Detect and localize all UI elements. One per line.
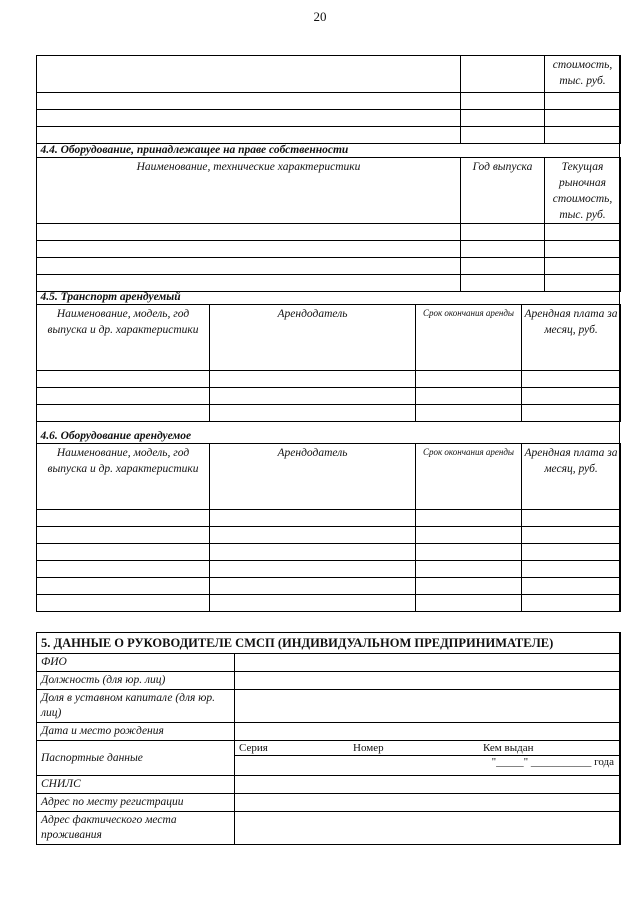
col-header-lessor: Арендодатель <box>210 444 416 510</box>
table-cell[interactable] <box>461 110 545 127</box>
label-reg-address: Адрес по месту регистрации <box>37 794 235 812</box>
col-header-rent: Арендная плата за месяц, руб. <box>522 444 621 510</box>
field-fio[interactable] <box>235 654 621 672</box>
table-cell[interactable] <box>210 371 416 388</box>
table-cell[interactable] <box>461 224 545 241</box>
table-cell[interactable] <box>37 388 210 405</box>
field-actual-address[interactable] <box>235 812 621 845</box>
table-cell[interactable] <box>545 224 621 241</box>
col-header-name: Наименование, технические характеристики <box>37 158 461 224</box>
table-cell[interactable] <box>37 258 461 275</box>
field-reg-address[interactable] <box>235 794 621 812</box>
table-cell[interactable] <box>37 510 210 527</box>
passport-series-label: Серия <box>239 742 268 754</box>
field-snils[interactable] <box>235 776 621 794</box>
label-actual-address: Адрес фактического места проживания <box>37 812 235 845</box>
field-position[interactable] <box>235 672 621 690</box>
table-cell[interactable] <box>416 405 522 422</box>
table-cell[interactable] <box>461 127 545 144</box>
table-cell[interactable] <box>416 544 522 561</box>
table-cell[interactable] <box>37 275 461 292</box>
field-share[interactable] <box>235 690 621 723</box>
table-cell[interactable] <box>522 544 621 561</box>
rented-transport-table <box>36 291 621 612</box>
table-cell[interactable] <box>210 405 416 422</box>
table-cell[interactable] <box>416 510 522 527</box>
manager-data-table <box>36 632 621 845</box>
col-header-year: Год выпуска <box>461 158 545 224</box>
table-cell[interactable] <box>37 578 210 595</box>
table-cell[interactable] <box>37 527 210 544</box>
table-cell[interactable] <box>545 110 621 127</box>
passport-issued-by-label: Кем выдан <box>483 742 534 754</box>
table-cell[interactable] <box>522 578 621 595</box>
table-cell[interactable] <box>416 578 522 595</box>
table-cell[interactable] <box>210 527 416 544</box>
table-cell[interactable] <box>416 561 522 578</box>
table-cell[interactable] <box>545 241 621 258</box>
table-cell[interactable] <box>37 241 461 258</box>
col-header-lease-end: Срок окончания аренды <box>416 305 522 371</box>
section-4-5-title: 4.5. Транспорт арендуемый <box>37 291 621 305</box>
table-cell[interactable] <box>461 275 545 292</box>
table-cell[interactable] <box>37 405 210 422</box>
col-header-lessor: Арендодатель <box>210 305 416 371</box>
table-cell[interactable] <box>522 371 621 388</box>
table-cell[interactable] <box>522 595 621 612</box>
label-position: Должность (для юр. лиц) <box>37 672 235 690</box>
section-5-block <box>36 632 620 845</box>
owned-table <box>36 55 621 292</box>
label-birth: Дата и место рождения <box>37 723 235 741</box>
label-passport: Паспортные данные <box>37 741 235 776</box>
table-cell[interactable] <box>545 275 621 292</box>
page-number: 20 <box>313 9 327 24</box>
table-cell[interactable] <box>210 544 416 561</box>
table-cell[interactable] <box>461 93 545 110</box>
field-birth[interactable] <box>235 723 621 741</box>
table-cell[interactable] <box>522 561 621 578</box>
table-cell[interactable] <box>210 388 416 405</box>
table-cell[interactable] <box>461 258 545 275</box>
label-fio: ФИО <box>37 654 235 672</box>
passport-date-line: "_____" ___________ года <box>235 755 620 769</box>
top-cell-2[interactable] <box>461 56 545 93</box>
table-cell[interactable] <box>522 527 621 544</box>
table-cell[interactable] <box>416 371 522 388</box>
table-cell[interactable] <box>522 388 621 405</box>
top-header-cost: стоимость, тыс. руб. <box>545 56 621 93</box>
table-cell[interactable] <box>37 544 210 561</box>
property-tables <box>36 55 620 612</box>
top-cell-1[interactable] <box>37 56 461 93</box>
col-header-market-value: Текущая рыночная стоимость, тыс. руб. <box>545 158 621 224</box>
table-cell[interactable] <box>37 127 461 144</box>
table-cell[interactable] <box>522 510 621 527</box>
table-cell[interactable] <box>37 110 461 127</box>
col-header-lease-end: Срок окончания аренды <box>416 444 522 510</box>
table-cell[interactable] <box>545 127 621 144</box>
table-cell[interactable] <box>416 595 522 612</box>
col-header-rent: Арендная плата за месяц, руб. <box>522 305 621 371</box>
table-cell[interactable] <box>210 561 416 578</box>
table-cell[interactable] <box>37 595 210 612</box>
table-cell[interactable] <box>37 93 461 110</box>
table-cell[interactable] <box>545 93 621 110</box>
label-share: Доля в уставном капитале (для юр. лиц) <box>37 690 235 723</box>
table-cell[interactable] <box>210 595 416 612</box>
col-header-equipment-name: Наименование, модель, год выпуска и др. характеристики <box>37 444 210 510</box>
field-passport[interactable] <box>235 741 621 776</box>
label-snils: СНИЛС <box>37 776 235 794</box>
passport-number-label: Номер <box>353 742 384 754</box>
table-cell[interactable] <box>37 561 210 578</box>
table-cell[interactable] <box>37 224 461 241</box>
table-cell[interactable] <box>522 405 621 422</box>
table-cell[interactable] <box>416 388 522 405</box>
table-cell[interactable] <box>416 527 522 544</box>
section-4-6-title: 4.6. Оборудование арендуемое <box>37 422 621 444</box>
section-4-4-title: 4.4. Оборудование, принадлежащее на праве собственности <box>37 144 621 158</box>
table-cell[interactable] <box>210 510 416 527</box>
table-cell[interactable] <box>37 371 210 388</box>
section-5-title: 5. ДАННЫЕ О РУКОВОДИТЕЛЕ СМСП (ИНДИВИДУАЛЬНОМ ПРЕДПРИНИМАТЕЛЕ) <box>37 633 621 654</box>
table-cell[interactable] <box>210 578 416 595</box>
col-header-transport-name: Наименование, модель, год выпуска и др. характеристики <box>37 305 210 371</box>
table-cell[interactable] <box>545 258 621 275</box>
table-cell[interactable] <box>461 241 545 258</box>
